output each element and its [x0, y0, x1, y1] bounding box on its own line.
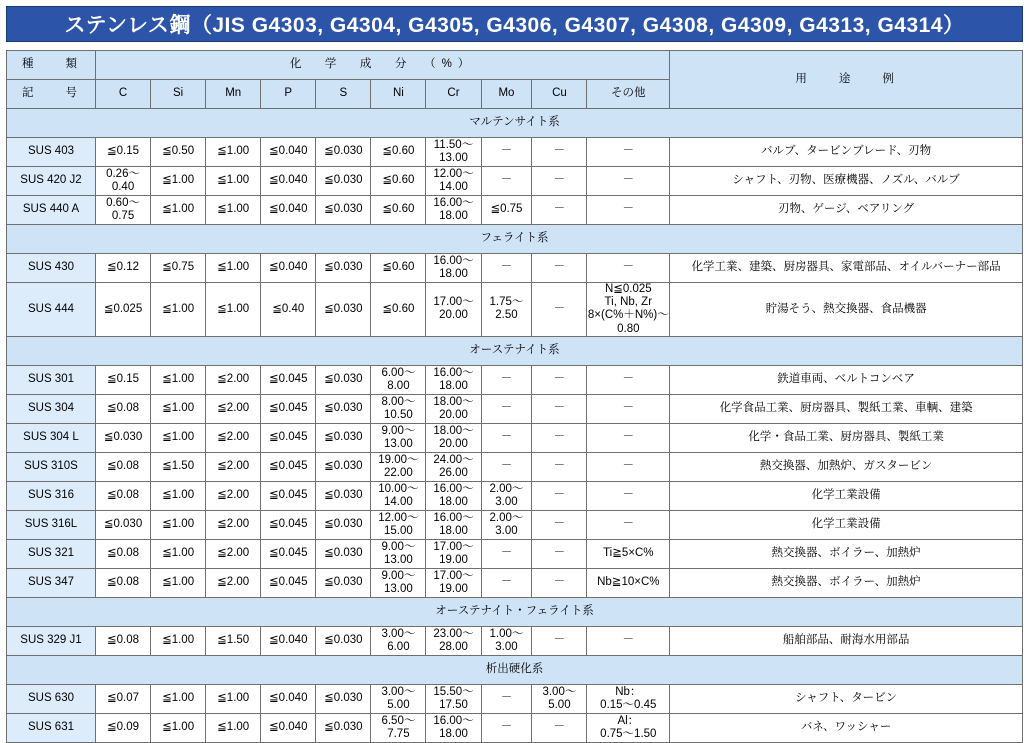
- cell-value: ≦2.00: [206, 365, 261, 394]
- cell-value: ≦0.045: [261, 510, 316, 539]
- cell-value: ≦0.08: [95, 568, 150, 597]
- cell-value: ≦0.030: [316, 510, 371, 539]
- row-kind-symbol: SUS 304 L: [7, 423, 96, 452]
- cell-value: 3.00～ 6.00: [371, 626, 426, 655]
- row-usage: 化学工業設備: [670, 510, 1023, 539]
- cell-value: ≦0.030: [316, 138, 371, 167]
- cell-value: ≦1.00: [206, 283, 261, 337]
- cell-value: 12.00～ 14.00: [426, 167, 481, 196]
- row-kind-symbol: SUS 316L: [7, 510, 96, 539]
- row-usage: 熱交換器、加熱炉、ガスタービン: [670, 452, 1023, 481]
- cell-value: －: [532, 626, 587, 655]
- row-kind-symbol: SUS 630: [7, 684, 96, 713]
- cell-value: ≦0.60: [371, 167, 426, 196]
- cell-value: －: [587, 626, 670, 655]
- cell-value: ≦1.00: [151, 283, 206, 337]
- row-kind-symbol: SUS 347: [7, 568, 96, 597]
- row-kind-symbol: SUS 329 J1: [7, 626, 96, 655]
- row-usage: 化学食品工業、厨房器具、製紙工業、車輌、建築: [670, 394, 1023, 423]
- group-header-row: [7, 109, 1023, 138]
- cell-value: ≦1.00: [151, 423, 206, 452]
- table-row: [7, 138, 1023, 167]
- cell-value: 16.00～ 18.00: [426, 481, 481, 510]
- cell-value: －: [481, 254, 532, 283]
- cell-value: 9.00～ 13.00: [371, 568, 426, 597]
- cell-value: 24.00～ 26.00: [426, 452, 481, 481]
- group-header-row: [7, 225, 1023, 254]
- cell-value: －: [532, 254, 587, 283]
- cell-value: ≦0.030: [316, 713, 371, 742]
- cell-value: ≦0.045: [261, 568, 316, 597]
- cell-value: ≦2.00: [206, 423, 261, 452]
- cell-value: ≦1.00: [151, 626, 206, 655]
- cell-value: －: [481, 452, 532, 481]
- cell-value: －: [481, 167, 532, 196]
- header-element-other: その他: [587, 80, 670, 109]
- group-label: オーステナイト系: [7, 336, 1023, 365]
- cell-value: －: [532, 167, 587, 196]
- cell-value: 2.00～ 3.00: [481, 481, 532, 510]
- cell-value: ≦2.00: [206, 394, 261, 423]
- page-title: ステンレス鋼（JIS G4303, G4304, G4305, G4306, G4307, G4308, G4309, G4313, G4314）: [64, 14, 965, 37]
- row-usage: バネ、ワッシャー: [670, 713, 1023, 742]
- row-kind-symbol: SUS 310S: [7, 452, 96, 481]
- stainless-steel-table: [6, 50, 1023, 743]
- row-usage: シャフト、タービン: [670, 684, 1023, 713]
- cell-value: ≦0.045: [261, 452, 316, 481]
- cell-value: ≦0.030: [316, 423, 371, 452]
- cell-value: －: [587, 452, 670, 481]
- cell-value: －: [481, 394, 532, 423]
- row-kind-symbol: SUS 403: [7, 138, 96, 167]
- cell-value: 9.00～ 13.00: [371, 539, 426, 568]
- cell-value: ≦2.00: [206, 568, 261, 597]
- group-label: オーステナイト・フェライト系: [7, 597, 1023, 626]
- cell-value: ≦0.50: [151, 138, 206, 167]
- row-kind-symbol: SUS 444: [7, 283, 96, 337]
- table-row: [7, 254, 1023, 283]
- cell-value: 6.50～ 7.75: [371, 713, 426, 742]
- cell-value: 16.00～ 18.00: [426, 365, 481, 394]
- row-usage: 熱交換器、ボイラー、加熱炉: [670, 539, 1023, 568]
- header-element-si: Si: [151, 80, 206, 109]
- cell-value: ≦1.50: [206, 626, 261, 655]
- cell-value: ≦0.040: [261, 626, 316, 655]
- cell-value: ≦0.040: [261, 138, 316, 167]
- header-element-ni: Ni: [371, 80, 426, 109]
- cell-value: 17.00～ 19.00: [426, 568, 481, 597]
- row-kind-symbol: SUS 316: [7, 481, 96, 510]
- cell-value: ≦0.030: [316, 283, 371, 337]
- cell-value: －: [532, 423, 587, 452]
- cell-value: 23.00～ 28.00: [426, 626, 481, 655]
- cell-value: 8.00～ 10.50: [371, 394, 426, 423]
- cell-value: ≦0.045: [261, 423, 316, 452]
- cell-value: 18.00～ 20.00: [426, 423, 481, 452]
- row-kind-symbol: SUS 440 A: [7, 196, 96, 225]
- table-row: [7, 481, 1023, 510]
- cell-value: 1.75～ 2.50: [481, 283, 532, 337]
- page-title-bar: [6, 6, 1023, 42]
- cell-value: 6.00～ 8.00: [371, 365, 426, 394]
- cell-value: ≦0.60: [371, 138, 426, 167]
- table-row: [7, 167, 1023, 196]
- cell-value: ≦0.12: [95, 254, 150, 283]
- cell-value: ≦0.025: [95, 283, 150, 337]
- cell-value: ≦0.030: [316, 452, 371, 481]
- row-kind-symbol: SUS 430: [7, 254, 96, 283]
- cell-value: －: [587, 365, 670, 394]
- cell-value: ≦1.00: [151, 568, 206, 597]
- cell-value: ≦0.08: [95, 539, 150, 568]
- row-usage: シャフト、刃物、医療機器、ノズル、バルブ: [670, 167, 1023, 196]
- cell-value: ≦0.60: [371, 283, 426, 337]
- cell-value: ≦1.00: [206, 713, 261, 742]
- cell-value: 9.00～ 13.00: [371, 423, 426, 452]
- table-row: [7, 568, 1023, 597]
- cell-value: ≦0.040: [261, 684, 316, 713]
- cell-value: ≦0.08: [95, 626, 150, 655]
- cell-value: ≦0.08: [95, 481, 150, 510]
- cell-value: －: [481, 568, 532, 597]
- group-header-row: [7, 655, 1023, 684]
- cell-value: －: [587, 167, 670, 196]
- cell-value: －: [532, 394, 587, 423]
- cell-value: ≦0.75: [151, 254, 206, 283]
- table-row: [7, 283, 1023, 337]
- cell-value: －: [481, 713, 532, 742]
- cell-value: －: [587, 254, 670, 283]
- cell-value: 19.00～ 22.00: [371, 452, 426, 481]
- cell-value: ≦0.040: [261, 713, 316, 742]
- cell-value: 16.00～ 18.00: [426, 713, 481, 742]
- cell-value: －: [532, 138, 587, 167]
- cell-value: －: [587, 196, 670, 225]
- cell-value: ≦0.030: [316, 365, 371, 394]
- cell-value: ≦1.00: [151, 713, 206, 742]
- cell-value: ≦1.00: [206, 254, 261, 283]
- table-row: [7, 684, 1023, 713]
- cell-value: 18.00～ 20.00: [426, 394, 481, 423]
- table-row: [7, 365, 1023, 394]
- cell-value: ≦0.07: [95, 684, 150, 713]
- header-usage: 用 途 例: [670, 51, 1023, 109]
- header-element-s: S: [316, 80, 371, 109]
- cell-value: ≦0.040: [261, 254, 316, 283]
- cell-value: ≦0.08: [95, 394, 150, 423]
- row-usage: 化学工業、建築、厨房器具、家電部品、オイルバーナー部品: [670, 254, 1023, 283]
- cell-value: Ti≧5×C%: [587, 539, 670, 568]
- cell-value: 3.00～ 5.00: [371, 684, 426, 713]
- row-kind-symbol: SUS 304: [7, 394, 96, 423]
- row-kind-symbol: SUS 420 J2: [7, 167, 96, 196]
- group-label: マルテンサイト系: [7, 109, 1023, 138]
- header-kind-1: 種 類: [7, 51, 96, 80]
- cell-value: ≦0.040: [261, 167, 316, 196]
- cell-value: ≦0.030: [316, 626, 371, 655]
- cell-value: －: [481, 539, 532, 568]
- cell-value: ≦0.030: [316, 167, 371, 196]
- cell-value: －: [532, 196, 587, 225]
- cell-value: －: [532, 510, 587, 539]
- cell-value: Al： 0.75～1.50: [587, 713, 670, 742]
- cell-value: 17.00～ 20.00: [426, 283, 481, 337]
- cell-value: ≦0.030: [95, 423, 150, 452]
- row-usage: 刃物、ゲージ、ベアリング: [670, 196, 1023, 225]
- cell-value: －: [481, 138, 532, 167]
- table-row: [7, 510, 1023, 539]
- cell-value: 16.00～ 18.00: [426, 196, 481, 225]
- cell-value: ≦1.00: [151, 167, 206, 196]
- cell-value: 2.00～ 3.00: [481, 510, 532, 539]
- cell-value: ≦1.00: [151, 394, 206, 423]
- cell-value: 17.00～ 19.00: [426, 539, 481, 568]
- cell-value: －: [481, 684, 532, 713]
- row-usage: 熱交換器、ボイラー、加熱炉: [670, 568, 1023, 597]
- cell-value: 10.00～ 14.00: [371, 481, 426, 510]
- cell-value: －: [532, 481, 587, 510]
- cell-value: Nb≧10×C%: [587, 568, 670, 597]
- cell-value: －: [532, 452, 587, 481]
- cell-value: ≦0.030: [316, 684, 371, 713]
- group-header-row: [7, 336, 1023, 365]
- cell-value: ≦0.40: [261, 283, 316, 337]
- table-header: [7, 51, 1023, 109]
- row-kind-symbol: SUS 301: [7, 365, 96, 394]
- cell-value: ≦1.00: [151, 365, 206, 394]
- row-kind-symbol: SUS 631: [7, 713, 96, 742]
- cell-value: 3.00～ 5.00: [532, 684, 587, 713]
- cell-value: 0.26～ 0.40: [95, 167, 150, 196]
- cell-value: ≦1.00: [151, 539, 206, 568]
- cell-value: ≦0.030: [316, 568, 371, 597]
- header-element-mo: Mo: [481, 80, 532, 109]
- table-row: [7, 423, 1023, 452]
- cell-value: ≦2.00: [206, 481, 261, 510]
- cell-value: －: [587, 394, 670, 423]
- cell-value: ≦0.15: [95, 138, 150, 167]
- row-usage: 化学工業設備: [670, 481, 1023, 510]
- cell-value: ≦0.030: [316, 394, 371, 423]
- row-usage: 鉄道車両、ベルトコンベア: [670, 365, 1023, 394]
- table-row: [7, 452, 1023, 481]
- cell-value: N≦0.025 Ti, Nb, Zr 8×(C%＋N%)～0.80: [587, 283, 669, 335]
- cell-value: ≦0.030: [316, 539, 371, 568]
- table-body: [7, 109, 1023, 743]
- cell-value: ≦0.09: [95, 713, 150, 742]
- table-row: [7, 626, 1023, 655]
- table-row: [7, 713, 1023, 742]
- cell-value: 0.60～ 0.75: [95, 196, 150, 225]
- cell-value: －: [587, 138, 670, 167]
- cell-value: ≦1.00: [151, 510, 206, 539]
- cell-value: －: [532, 283, 587, 337]
- cell-value: ≦0.08: [95, 452, 150, 481]
- cell-value: －: [587, 510, 670, 539]
- cell-value: ≦2.00: [206, 510, 261, 539]
- group-header-row: [7, 597, 1023, 626]
- cell-value: ≦0.045: [261, 481, 316, 510]
- header-row-1: [7, 51, 1023, 80]
- header-element-cu: Cu: [532, 80, 587, 109]
- table-row: [7, 196, 1023, 225]
- row-usage: 船舶部品、耐海水用部品: [670, 626, 1023, 655]
- cell-value: ≦0.040: [261, 196, 316, 225]
- row-usage: バルブ、タービンブレード、刃物: [670, 138, 1023, 167]
- cell-value: ≦0.60: [371, 196, 426, 225]
- group-label: フェライト系: [7, 225, 1023, 254]
- cell-value: －: [481, 423, 532, 452]
- cell-value: ≦0.045: [261, 365, 316, 394]
- cell-value: ≦1.00: [206, 167, 261, 196]
- cell-value: －: [532, 539, 587, 568]
- cell-value: ≦1.50: [151, 452, 206, 481]
- cell-value: 12.00～ 15.00: [371, 510, 426, 539]
- cell-value: ≦0.030: [316, 196, 371, 225]
- cell-value: －: [532, 568, 587, 597]
- cell-value: 16.00～ 18.00: [426, 254, 481, 283]
- document-page: [0, 6, 1029, 740]
- cell-value: ≦0.60: [371, 254, 426, 283]
- cell-value: ≦2.00: [206, 539, 261, 568]
- header-kind-2: 記 号: [7, 80, 96, 109]
- header-element-c: C: [95, 80, 150, 109]
- cell-value: －: [532, 365, 587, 394]
- row-usage: 化学・食品工業、厨房器具、製紙工業: [670, 423, 1023, 452]
- row-kind-symbol: SUS 321: [7, 539, 96, 568]
- cell-value: ≦1.00: [206, 138, 261, 167]
- table-row: [7, 394, 1023, 423]
- cell-value: －: [481, 365, 532, 394]
- cell-value: ≦0.045: [261, 394, 316, 423]
- cell-value: －: [587, 481, 670, 510]
- cell-value: ≦0.030: [95, 510, 150, 539]
- cell-value: －: [587, 423, 670, 452]
- group-label: 析出硬化系: [7, 655, 1023, 684]
- cell-value: －: [532, 713, 587, 742]
- header-element-p: P: [261, 80, 316, 109]
- cell-value: 11.50～ 13.00: [426, 138, 481, 167]
- cell-value: ≦0.15: [95, 365, 150, 394]
- cell-value: ≦1.00: [206, 196, 261, 225]
- cell-value: 15.50～ 17.50: [426, 684, 481, 713]
- cell-value: 1.00～ 3.00: [481, 626, 532, 655]
- cell-value: ≦0.030: [316, 481, 371, 510]
- cell-value: ≦2.00: [206, 452, 261, 481]
- header-composition: 化 学 成 分 （%）: [95, 51, 669, 80]
- cell-value: ≦0.045: [261, 539, 316, 568]
- cell-value: ≦0.030: [316, 254, 371, 283]
- cell-value: ≦1.00: [151, 684, 206, 713]
- row-usage: 貯湯そう、熱交換器、食品機器: [670, 283, 1023, 337]
- cell-value: 16.00～ 18.00: [426, 510, 481, 539]
- cell-value: ≦1.00: [151, 196, 206, 225]
- cell-value: Nb： 0.15～0.45: [587, 684, 670, 713]
- header-element-cr: Cr: [426, 80, 481, 109]
- cell-value: ≦0.75: [481, 196, 532, 225]
- header-element-mn: Mn: [206, 80, 261, 109]
- cell-value: ≦1.00: [151, 481, 206, 510]
- cell-value: ≦1.00: [206, 684, 261, 713]
- table-row: [7, 539, 1023, 568]
